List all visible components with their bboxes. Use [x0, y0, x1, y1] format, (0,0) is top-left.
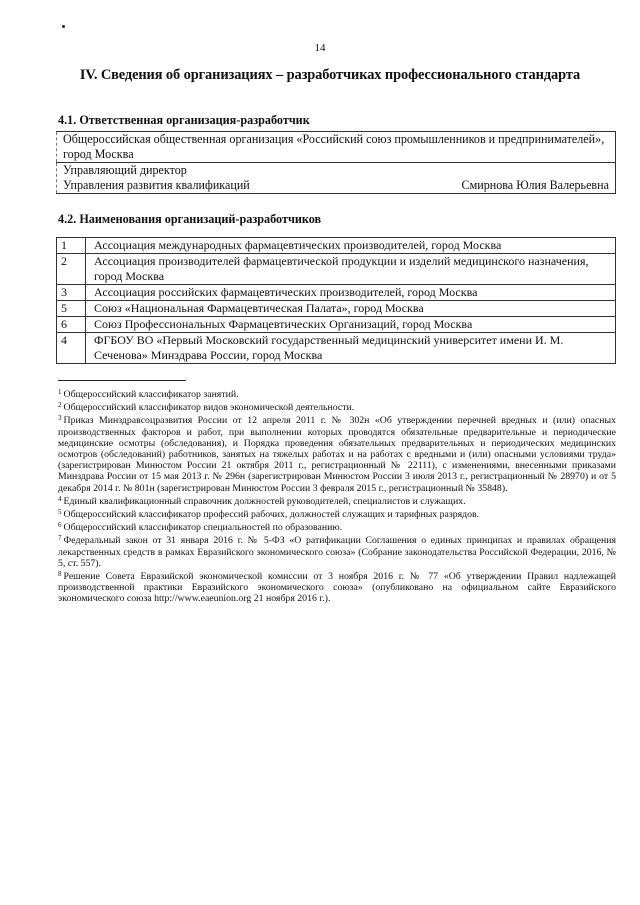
footnote-text: Общероссийский классификатор видов экономической деятельности. [63, 402, 355, 414]
responsible-org-table [56, 131, 616, 194]
table-row [57, 301, 616, 317]
director-cell [57, 163, 616, 194]
director-position: Управляющий директор [63, 163, 187, 177]
footnote-mark: 5 [58, 508, 62, 517]
director-department: Управления развития квалификаций [63, 178, 250, 192]
org-name: Ассоциация международных фармацевтических производителей, город Москва [86, 238, 616, 254]
row-number: 2 [57, 254, 86, 285]
org-name: Ассоциация российских фармацевтических производителей, город Москва [86, 285, 616, 301]
row-number: 1 [57, 238, 86, 254]
footnote-text: Общероссийский классификатор занятий. [63, 389, 239, 400]
table-row [57, 132, 616, 163]
section-title: IV. Сведения об организациях – разработчиках профессионального стандарта [79, 67, 581, 83]
footnote [58, 569, 616, 605]
org-name: ФГБОУ ВО «Первый Московский государственный медицинский университет имени И. М. Сеченова» Минздрава России, город Москва [86, 333, 616, 364]
footnote-text: Общероссийский классификатор профессий рабочих, должностей служащих и тарифных разрядов. [63, 509, 480, 521]
org-name: Союз Профессиональных Фармацевтических Организаций, город Москва [86, 317, 616, 333]
footnote [58, 387, 616, 400]
page-number: 14 [314, 42, 326, 54]
responsible-org-heading: 4.1. Ответственная организация-разработчик [58, 113, 310, 127]
table-row [57, 254, 616, 285]
footnote-text: Федеральный закон от 31 января 2016 г. № 5-ФЗ «О ратификации Соглашения о единых принципах и правилах обращения лекарственных средств в рамках Евразийского экономического союза» (Собрание законодательства Российской Федерации, 2016, № 5, ст. 557). [58, 535, 616, 569]
footnote-mark: 4 [58, 494, 62, 503]
row-number: 5 [57, 301, 86, 317]
footnote-mark: 6 [58, 521, 62, 530]
table-row [57, 285, 616, 301]
footnotes [58, 387, 616, 605]
footnote-text: Единый квалификационный справочник должностей руководителей, специалистов и служащих. [63, 495, 466, 507]
footnote-text: Общероссийский классификатор специальностей по образованию. [63, 522, 343, 534]
footnote [58, 400, 616, 413]
footnote-text: Приказ Минздравсоцразвития России от 12 апреля 2011 г. № 302н «Об утверждении перечней вредных и (или) опасных производственных факторов и работ, при выполнении которых проводятся обязательные предварительные и периодические медицинские осмотры (обследования), и Порядка проведения обязательных предварительных и периодических медицинских осмотров (обследований) работников, занятых на тяжелых работах и на работах с вредными и (или) опасными условиями труда» (зарегистрирован Минюстом России 21 октября 2011 г., регистрационный № 22111), с изменениями, внесенными приказами Минздрава России от 15 мая 2013 г. № 296н (зарегистрирован Минюстом России 3 июля 2013 г., регистрационный № 28970) и от 5 декабря 2014 г. № 801н (зарегистрирован Минюстом России 3 февраля 2015 г., регистрационный № 35848). [58, 415, 616, 494]
footnote-mark: 8 [58, 570, 62, 579]
developer-orgs-heading: 4.2. Наименования организаций-разработчиков [58, 212, 322, 226]
director-line [63, 178, 609, 193]
footnote [58, 413, 616, 493]
developer-orgs-table [56, 237, 616, 364]
table-row [57, 163, 616, 194]
table-row [57, 238, 616, 254]
footnote-mark: 3 [58, 414, 62, 423]
footnote-mark: 2 [58, 401, 62, 410]
footnote [58, 507, 616, 520]
row-number: 6 [57, 317, 86, 333]
row-number: 4 [57, 333, 86, 364]
footnote-mark: 1 [58, 388, 62, 396]
footnote-text: Решение Совета Евразийской экономической комиссии от 3 ноября 2016 г. № 77 «Об утверждении Правил надлежащей производственной практики Евразийского экономического союза» (опубликовано на официальном сайте Евразийского экономического союза http://www.eaeunion.org 21 ноября 2016 г.). [58, 571, 616, 605]
table-row [57, 317, 616, 333]
org-name: Ассоциация производителей фармацевтической продукции и изделий медицинского назначения, город Москва [86, 254, 616, 285]
footnote-separator [58, 380, 186, 381]
row-number: 3 [57, 285, 86, 301]
footnote [58, 520, 616, 533]
org-name-cell: Общероссийская общественная организация «Российский союз промышленников и предпринимателей», город Москва [57, 132, 616, 163]
footnote [58, 494, 616, 507]
table-row [57, 333, 616, 364]
footnote-mark: 7 [58, 534, 62, 543]
director-name: Смирнова Юлия Валерьевна [461, 178, 609, 192]
scan-mark [62, 25, 65, 28]
footnote [58, 533, 616, 569]
org-name: Союз «Национальная Фармацевтическая Палата», город Москва [86, 301, 616, 317]
